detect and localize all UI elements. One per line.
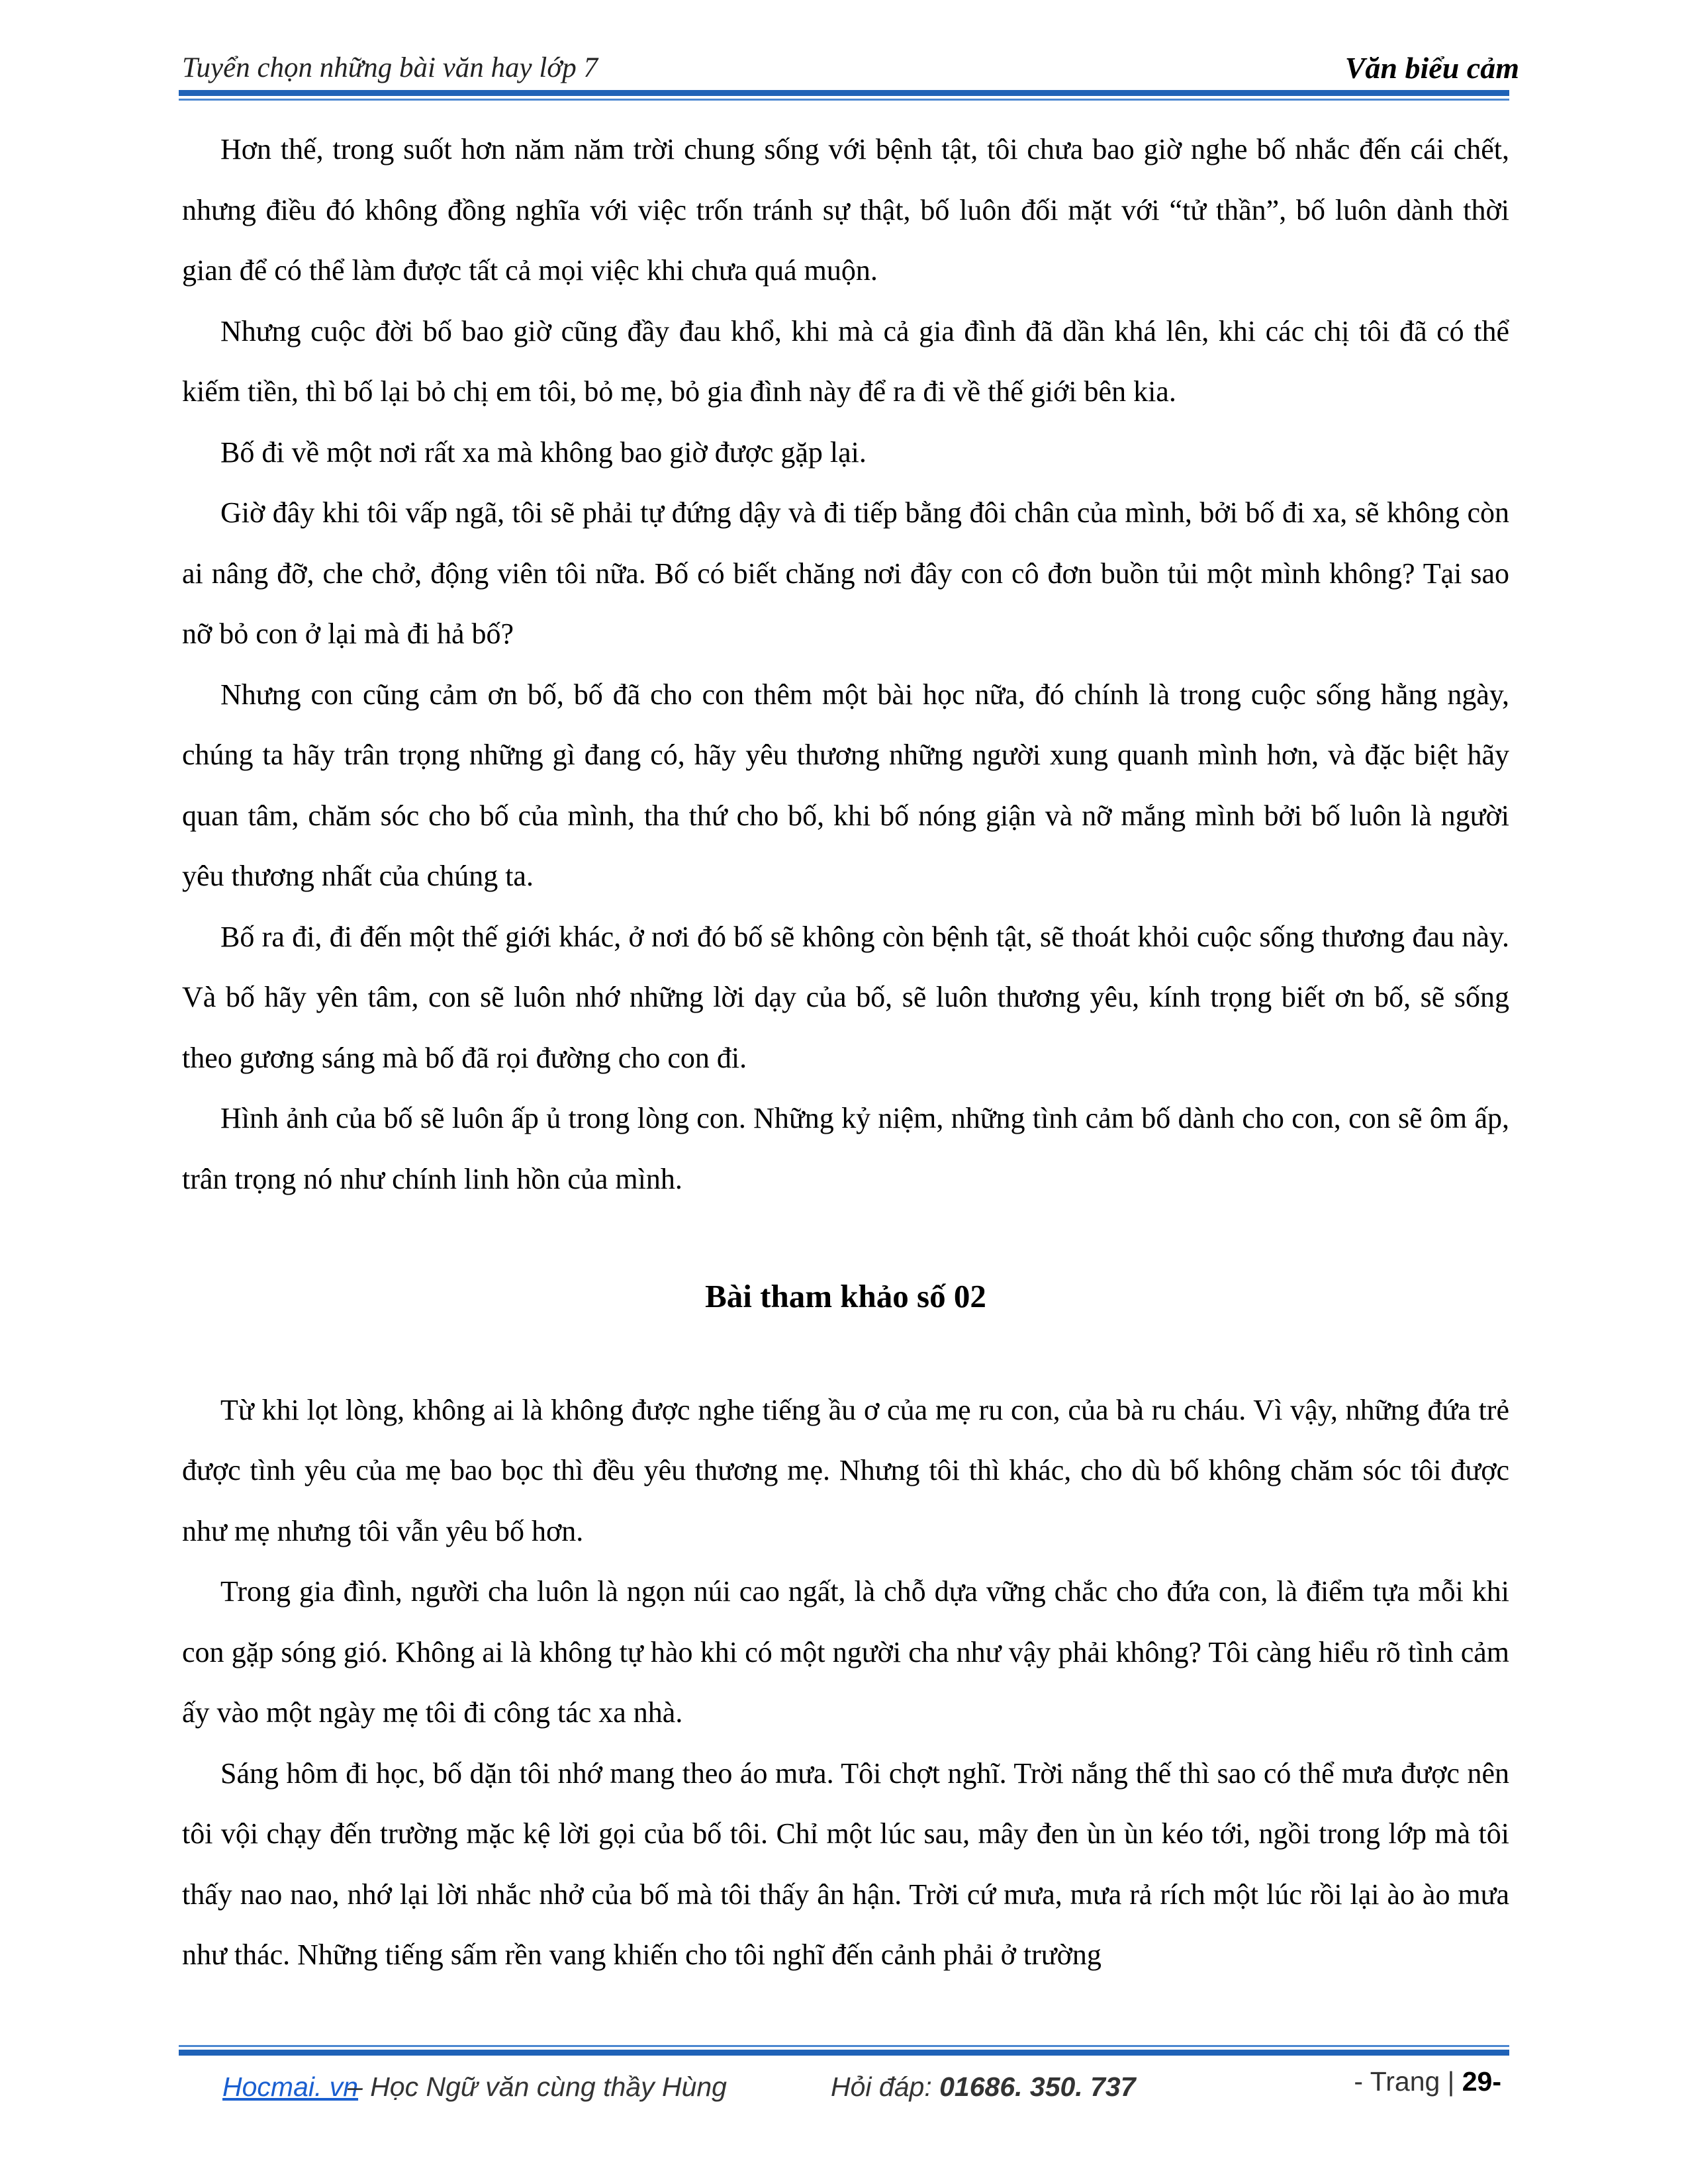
header-book-title: Tuyển chọn những bài văn hay lớp 7 [182,52,598,83]
header-rule-thin [179,99,1509,101]
footer-contact-label: Hỏi đáp: [831,2071,940,2102]
paragraph: Hình ảnh của bố sẽ luôn ấp ủ trong lòng con. Những kỷ niệm, những tình cảm bố dành cho con, con sẽ ôm ấp, trân trọng nó như chính linh hồn của mình. [182,1102,1509,1195]
paragraph: Nhưng con cũng cảm ơn bố, bố đã cho con thêm một bài học nữa, đó chính là trong cuộc sống hằng ngày, chúng ta hãy trân trọng những gì đang có, hãy yêu thương những người xung quanh mình hơn, và đặc biệt hãy quan tâm, chăm sóc cho bố của mình, tha thứ cho bố, khi bố nóng giận và nỡ mắng mình bởi bố luôn là người yêu thương nhất của chúng ta. [182,678,1509,892]
paragraph: Hơn thế, trong suốt hơn năm năm trời chung sống với bệnh tật, tôi chưa bao giờ nghe bố nhắc đến cái chết, nhưng điều đó không đồng nghĩa với việc trốn tránh sự thật, bố luôn đối mặt với “tử thần”, bố luôn dành thời gian để có thể làm được tất cả mọi việc khi chưa quá muộn. [182,133,1509,287]
footer-rule-thin [179,2045,1509,2047]
paragraph: Nhưng cuộc đời bố bao giờ cũng đầy đau khổ, khi mà cả gia đình đã dần khá lên, khi các chị tôi đã có thể kiếm tiền, thì bố lại bỏ chị em tôi, bỏ mẹ, bỏ gia đình này để ra đi về thế giới bên kia. [182,314,1509,408]
footer-contact [831,2071,1136,2103]
header-genre: Văn biểu cảm [1344,51,1519,85]
page-label: - Trang | [1354,2066,1462,2097]
footer-site-link[interactable]: Hocmai. vn [222,2071,359,2102]
paragraph: Từ khi lọt lòng, không ai là không được nghe tiếng ầu ơ của mẹ ru con, của bà ru cháu. Vì vậy, những đứa trẻ được tình yêu của mẹ bao bọc thì đều yêu thương mẹ. Nhưng tôi thì khác, cho dù bố không chăm sóc tôi được như mẹ nhưng tôi vẫn yêu bố hơn. [182,1393,1509,1547]
paragraph: Bố ra đi, đi đến một thế giới khác, ở nơi đó bố sẽ không còn bệnh tật, sẽ thoát khỏi cuộc sống thương đau này. Và bố hãy yên tâm, con sẽ luôn nhớ những lời dạy của bố, sẽ luôn thương yêu, kính trọng biết ơn bố, sẽ sống theo gương sáng mà bố đã rọi đường cho con đi. [182,920,1509,1074]
paragraph: Trong gia đình, người cha luôn là ngọn núi cao ngất, là chỗ dựa vững chắc cho đứa con, là điểm tựa mỗi khi con gặp sóng gió. Không ai là không tự hào khi có một người cha như vậy phải không? Tôi càng hiểu rõ tình cảm ấy vào một ngày mẹ tôi đi công tác xa nhà. [182,1575,1509,1729]
header-rule-thick [179,90,1509,96]
section-title: Bài tham khảo số 02 [705,1278,986,1314]
page-body [182,119,1509,1985]
footer-phone: 01686. 350. 737 [939,2071,1136,2102]
footer-subtitle: – Học Ngữ văn cùng thầy Hùng [348,2071,727,2102]
page-number [1354,2066,1501,2097]
paragraph: Sáng hôm đi học, bố dặn tôi nhớ mang theo áo mưa. Tôi chợt nghĩ. Trời nắng thế thì sao có thể mưa được nên tôi vội chạy đến trường mặc kệ lời gọi của bố tôi. Chỉ một lúc sau, mây đen ùn ùn kéo tới, ngồi trong lớp mà tôi thấy nao nao, nhớ lại lời nhắc nhở của bố mà tôi thấy ân hận. Trời cứ mưa, mưa rả rích một lúc rồi lại ào ào mưa như thác. Những tiếng sấm rền vang khiến cho tôi nghĩ đến cảnh phải ở trường [182,1756,1509,1971]
footer-rule-thick [179,2050,1509,2056]
page-number-value: 29- [1462,2066,1501,2097]
footer [0,2066,1688,2111]
paragraph: Bố đi về một nơi rất xa mà không bao giờ được gặp lại. [220,435,867,469]
paragraph: Giờ đây khi tôi vấp ngã, tôi sẽ phải tự đứng dậy và đi tiếp bằng đôi chân của mình, bởi bố đi xa, sẽ không còn ai nâng đỡ, che chở, động viên tôi nữa. Bố có biết chăng nơi đây con cô đơn buồn tủi một mình không? Tại sao nỡ bỏ con ở lại mà đi hả bố? [182,496,1509,650]
